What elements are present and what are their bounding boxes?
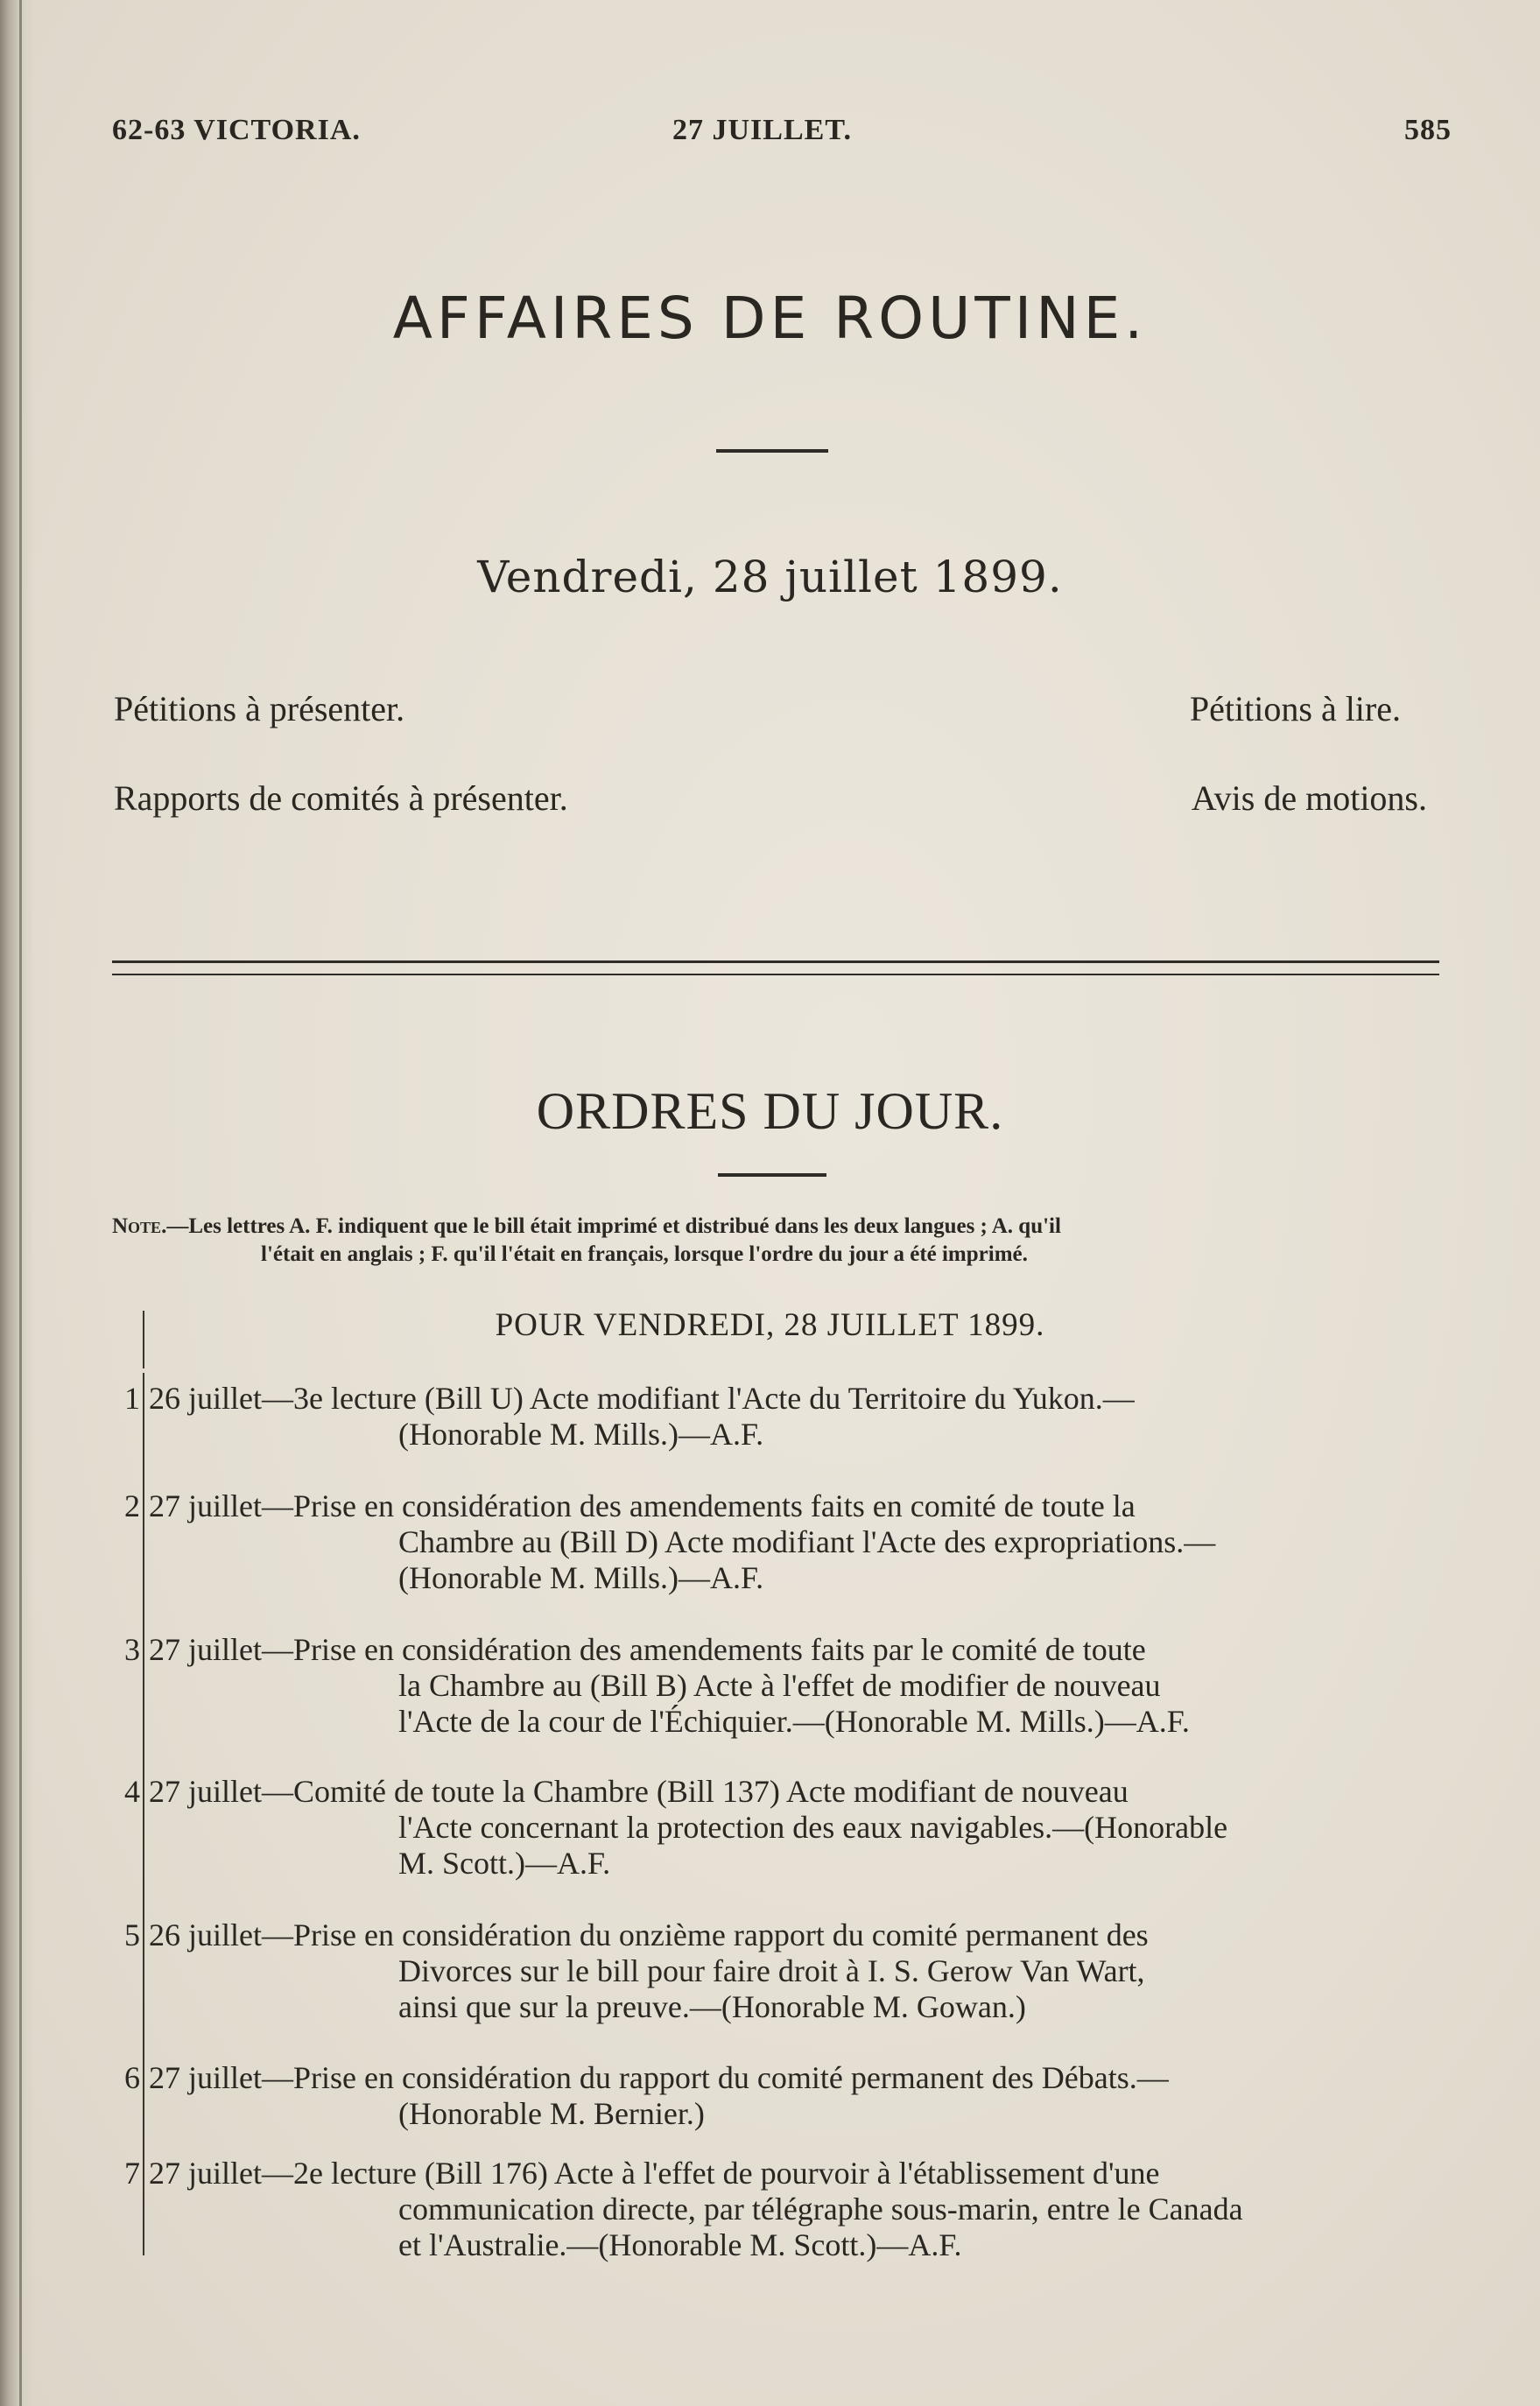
order-line-continuation: ainsi que sur la preuve.—(Honorable M. Gowan.) — [398, 1989, 1026, 2024]
order-line-continuation: l'Acte concernant la protection des eaux navigables.—(Honorable — [398, 1810, 1228, 1845]
title-divider — [716, 449, 828, 453]
running-head — [112, 114, 1452, 158]
order-number: 6 — [124, 2060, 140, 2095]
order-line-first: 26 juillet—3e lecture (Bill U) Acte modifiant l'Acte du Territoire du Yukon.— — [149, 1381, 1135, 1416]
margin-rule — [143, 1373, 144, 2255]
routine-item: Pétitions à lire. — [1189, 689, 1401, 728]
order-number: 2 — [124, 1488, 140, 1523]
note-label: Note. — [112, 1214, 167, 1238]
orders-title: ORDRES DU JOUR. — [536, 1082, 1004, 1140]
page-number: 585 — [1404, 114, 1452, 146]
running-head-left: 62-63 VICTORIA. — [112, 114, 361, 146]
routine-row — [114, 777, 1427, 821]
routine-item: Rapports de comités à présenter. — [114, 778, 568, 818]
order-line-continuation: M. Scott.)—A.F. — [398, 1846, 611, 1881]
order-line-continuation: Chambre au (Bill D) Acte modifiant l'Acte des expropriations.— — [398, 1524, 1216, 1559]
order-number: 4 — [124, 1774, 140, 1809]
order-number: 1 — [124, 1381, 140, 1416]
routine-item: Pétitions à présenter. — [114, 689, 405, 728]
page-title: AFFAIRES DE ROUTINE. — [392, 285, 1148, 352]
routine-row — [114, 688, 1427, 732]
running-head-center: 27 JUILLET. — [672, 114, 852, 146]
editorial-note — [112, 1213, 1443, 1269]
routine-item: Avis de motions. — [1191, 778, 1427, 818]
note-line: l'était en anglais ; F. qu'il l'était en français, lorsque l'ordre du jour a été imprimé. — [261, 1242, 1028, 1266]
order-line-continuation: la Chambre au (Bill B) Acte à l'effet de modifier de nouveau — [398, 1668, 1161, 1703]
order-line-first: 27 juillet—Comité de toute la Chambre (Bill 137) Acte modifiant de nouveau — [149, 1774, 1129, 1809]
note-text: —Les lettres A. F. indiquent que le bill était imprimé et distribué dans les deux langues ; A. qu'il — [166, 1214, 1061, 1238]
order-line-continuation: Divorces sur le bill pour faire droit à I. S. Gerow Van Wart, — [398, 1953, 1145, 1988]
order-line-first: 26 juillet—Prise en considération du onzième rapport du comité permanent des — [149, 1917, 1149, 1952]
margin-rule — [143, 1311, 144, 1368]
order-line-first: 27 juillet—Prise en considération des amendements faits en comité de toute la — [149, 1488, 1136, 1523]
page-binding-line — [19, 0, 22, 2406]
orders-title-divider — [718, 1173, 826, 1177]
order-line-continuation: (Honorable M. Mills.)—A.F. — [398, 1560, 764, 1595]
order-line-continuation: (Honorable M. Mills.)—A.F. — [398, 1417, 764, 1452]
order-line-first: 27 juillet—2e lecture (Bill 176) Acte à l'effet de pourvoir à l'établissement d'une — [149, 2156, 1160, 2191]
order-number: 3 — [124, 1632, 140, 1667]
order-line-continuation: communication directe, par télégraphe sous-marin, entre le Canada — [398, 2191, 1243, 2227]
order-line-continuation: l'Acte de la cour de l'Échiquier.—(Honorable M. Mills.)—A.F. — [398, 1704, 1190, 1739]
note-line — [112, 1213, 1443, 1241]
order-number: 7 — [124, 2156, 140, 2191]
page-binding-edge — [0, 0, 35, 2406]
session-date: Vendredi, 28 juillet 1899. — [477, 552, 1063, 602]
order-line-continuation: (Honorable M. Bernier.) — [398, 2096, 705, 2131]
section-heading: POUR VENDREDI, 28 JUILLET 1899. — [495, 1307, 1045, 1343]
order-line-first: 27 juillet—Prise en considération du rapport du comité permanent des Débats.— — [149, 2060, 1169, 2095]
order-number: 5 — [124, 1917, 140, 1952]
section-double-rule — [112, 960, 1439, 975]
order-line-first: 27 juillet—Prise en considération des amendements faits par le comité de toute — [149, 1632, 1146, 1667]
order-line-continuation: et l'Australie.—(Honorable M. Scott.)—A.F. — [398, 2227, 962, 2262]
